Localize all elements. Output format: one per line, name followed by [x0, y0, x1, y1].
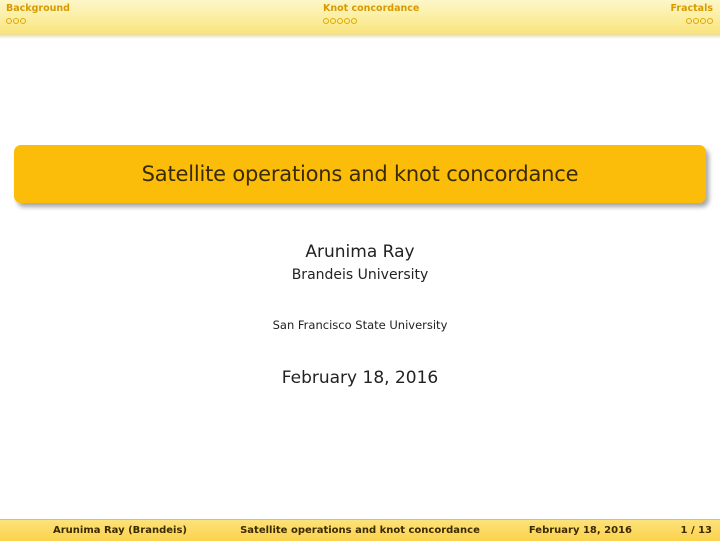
nav-frame-dot[interactable] [707, 18, 713, 24]
nav-section-label[interactable]: Background [6, 3, 70, 14]
footer-author: Arunima Ray (Brandeis) [52, 525, 187, 536]
presentation-date: February 18, 2016 [281, 368, 439, 388]
nav-frame-dots [671, 18, 713, 26]
nav-frame-dot[interactable] [686, 18, 692, 24]
venue: San Francisco State University [272, 318, 448, 332]
nav-section-label[interactable]: Knot concordance [323, 3, 420, 14]
nav-frame-dot[interactable] [351, 18, 357, 24]
nav-section-knot-concordance[interactable] [323, 3, 419, 26]
nav-frame-dot[interactable] [693, 18, 699, 24]
nav-frame-dot[interactable] [323, 18, 329, 24]
nav-frame-dot[interactable] [330, 18, 336, 24]
navigation-bar [0, 0, 720, 34]
footer-bar [0, 519, 720, 541]
nav-frame-dot[interactable] [6, 18, 12, 24]
nav-frame-dots [6, 18, 70, 26]
nav-frame-dot[interactable] [344, 18, 350, 24]
nav-frame-dot[interactable] [13, 18, 19, 24]
nav-section-label[interactable]: Fractals [670, 3, 713, 14]
author-affiliation: Brandeis University [291, 267, 429, 283]
footer-date: February 18, 2016 [528, 525, 632, 536]
nav-section-fractals[interactable] [671, 3, 713, 26]
nav-frame-dot[interactable] [20, 18, 26, 24]
nav-frame-dot[interactable] [700, 18, 706, 24]
author-name: Arunima Ray [305, 242, 415, 262]
page-number: 1 / 13 [680, 525, 712, 536]
nav-frame-dot[interactable] [337, 18, 343, 24]
navigation-bar-shadow [0, 34, 720, 39]
presentation-title: Satellite operations and knot concordance [141, 162, 579, 186]
nav-frame-dots [323, 18, 419, 26]
nav-section-background[interactable] [6, 3, 70, 26]
title-block [14, 145, 706, 203]
footer-title: Satellite operations and knot concordance [240, 525, 480, 536]
